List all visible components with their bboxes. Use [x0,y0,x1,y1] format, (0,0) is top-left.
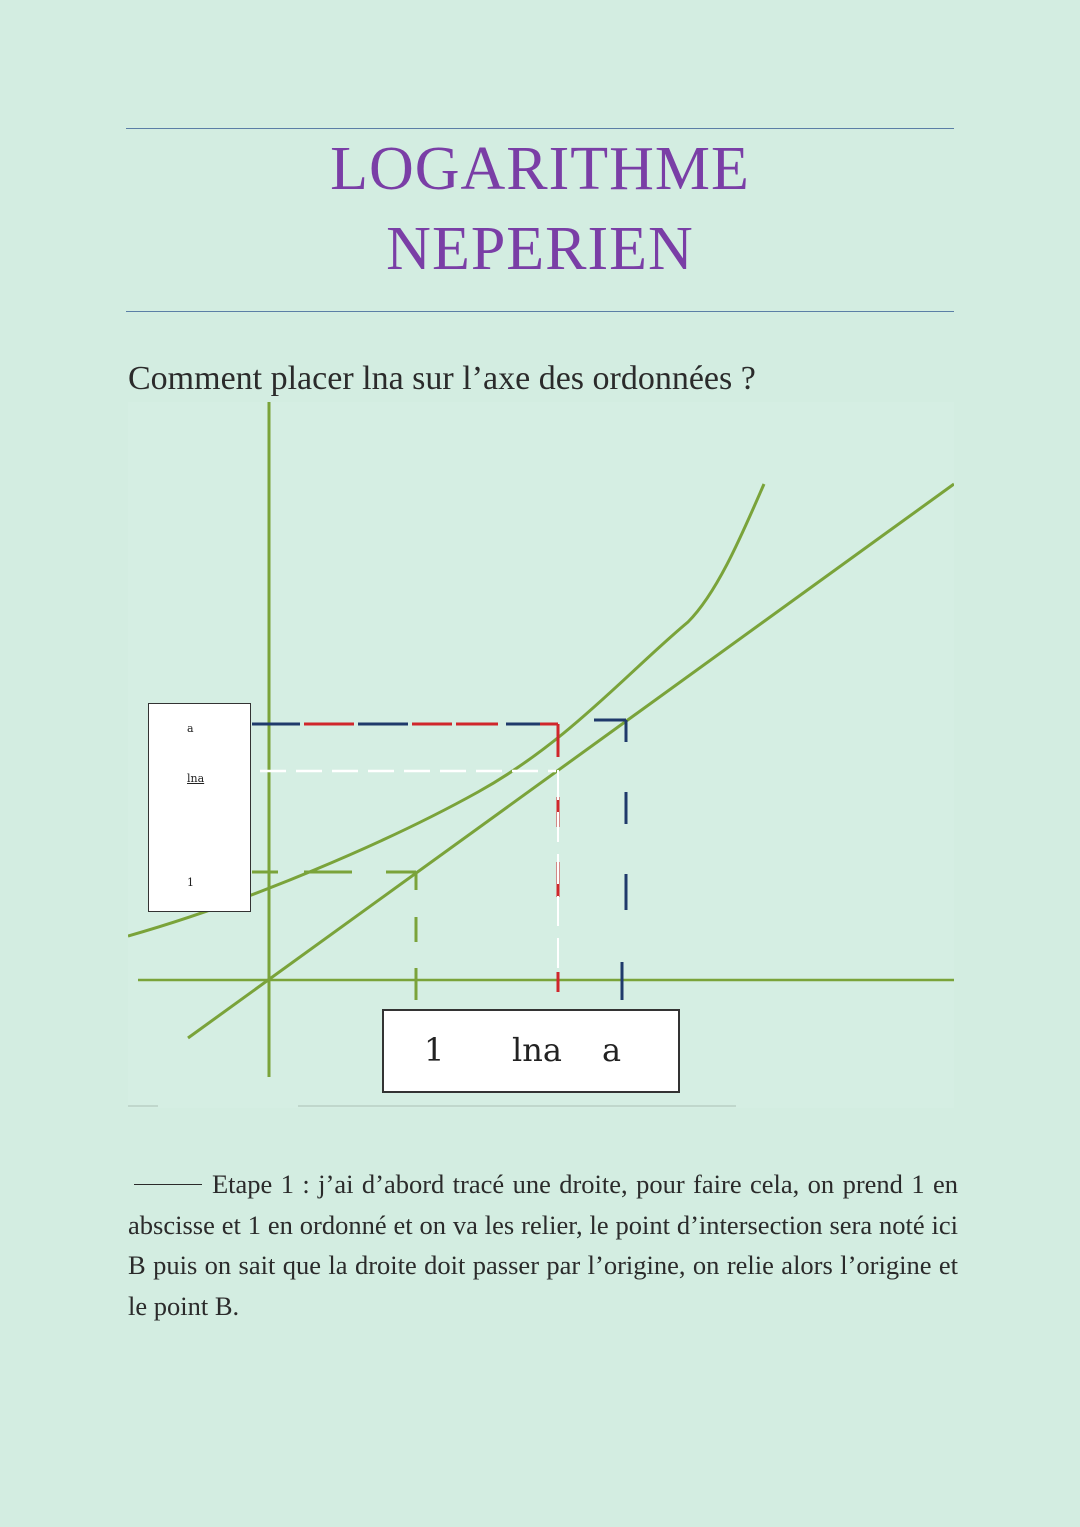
graph-background [128,402,954,1108]
page-title-line-2: NEPERIEN [386,215,694,283]
graph-figure [128,402,954,1108]
y-label-one: 1 [187,876,194,889]
x-labels-box [382,1009,680,1093]
question-heading: Comment placer lna sur l’axe des ordonnées ? [128,360,756,397]
bottom-rule [126,311,954,312]
step-1-text: Etape 1 : j’ai d’abord tracé une droite, pour faire cela, on prend 1 en abscisse et 1 en ordonné et on va les relier, le point d’intersection sera noté ici B puis on sait que la droite doit passer par l’origine, on relie alors l’origine et le point B. [128,1169,958,1321]
graph-canvas [128,402,954,1108]
leading-dash [134,1184,202,1185]
page-title-line-1: LOGARITHME [330,135,750,203]
x-label-one: 1 [424,1031,445,1069]
y-label-lna: lna [187,772,205,785]
top-rule [126,128,954,129]
y-labels-box [148,703,251,912]
y-label-a: a [187,722,194,735]
x-label-lna: lna [512,1031,562,1069]
x-label-a: a [602,1031,622,1069]
step-1-paragraph [128,1164,958,1326]
